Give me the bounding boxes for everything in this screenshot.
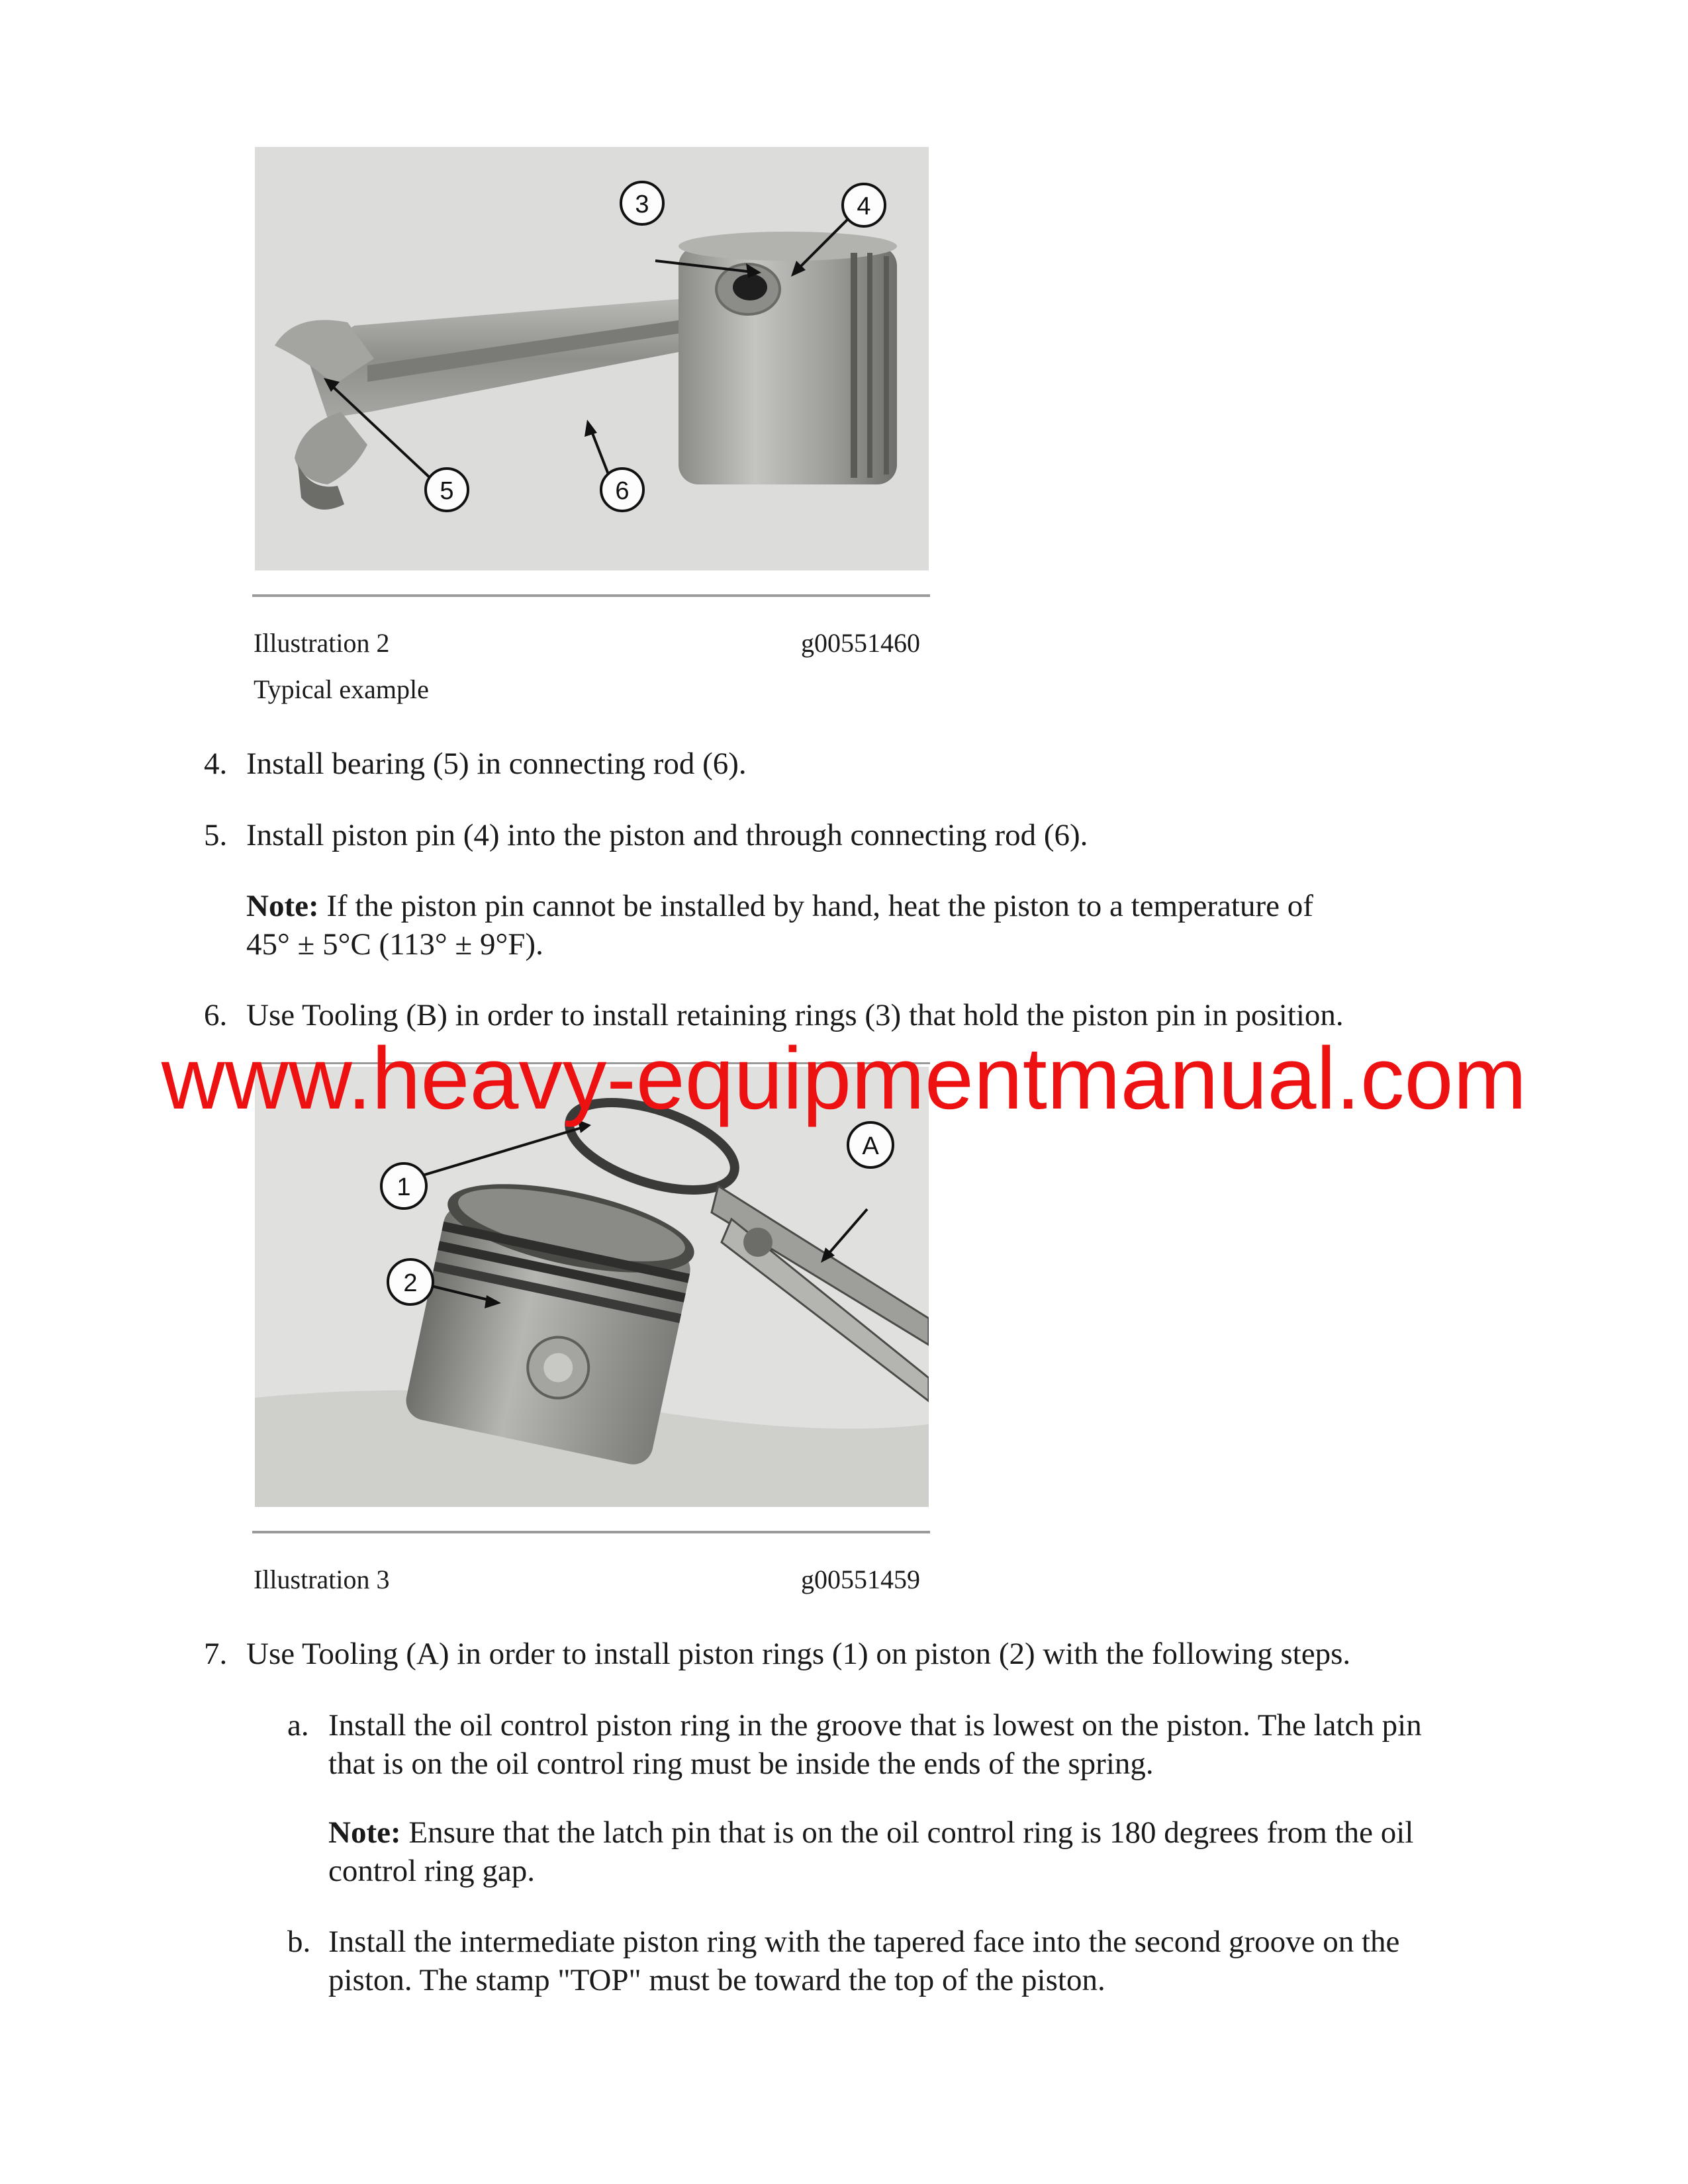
note-text-line-2: control ring gap. <box>328 1854 535 1888</box>
substep-a-letter: a. <box>287 1708 309 1743</box>
step-5-text: Install piston pin (4) into the piston and through connecting rod (6). <box>246 818 1088 852</box>
step-7-text: Use Tooling (A) in order to install piston rings (1) on piston (2) with the following steps. <box>246 1637 1351 1671</box>
step-4-number: 4. <box>204 747 228 781</box>
illustration-2-code: g00551460 <box>801 628 920 658</box>
piston-body <box>679 246 897 484</box>
note-latch-pin <box>328 1813 1553 1893</box>
note-text-line-1: Ensure that the latch pin that is on the oil control ring is 180 degrees from the oil <box>400 1815 1414 1850</box>
illustration-3-label: Illustration 3 <box>254 1565 390 1594</box>
step-4 <box>204 745 1495 784</box>
step-7 <box>204 1635 1528 1674</box>
note-label: Note: <box>246 889 319 923</box>
note-text-line-1: If the piston pin cannot be installed by hand, heat the piston to a temperature of <box>318 889 1313 923</box>
illustration-2-label: Illustration 2 <box>254 628 390 658</box>
illustration-2-rule <box>252 594 930 597</box>
callout-3: 3 <box>635 191 649 218</box>
illustration-2-photo <box>255 147 929 570</box>
illustration-3-photo <box>255 1067 929 1507</box>
note-label: Note: <box>328 1815 401 1850</box>
step-7-number: 7. <box>204 1637 228 1671</box>
callout-2: 2 <box>403 1269 418 1297</box>
illustration-3-rule <box>252 1531 930 1533</box>
callout-4: 4 <box>857 193 871 220</box>
substep-a-line-2: that is on the oil control ring must be inside the ends of the spring. <box>328 1747 1154 1781</box>
note-piston-pin <box>246 887 1504 966</box>
step-5 <box>204 816 1495 856</box>
substep-b-line-1: Install the intermediate piston ring with the tapered face into the second groove on the <box>328 1925 1400 1959</box>
step-5-number: 5. <box>204 818 228 852</box>
illustration-2-description: Typical example <box>254 674 429 704</box>
callout-1: 1 <box>397 1173 411 1201</box>
step-6-text: Use Tooling (B) in order to install retaining rings (3) that hold the piston pin in position. <box>246 998 1344 1032</box>
callout-a: A <box>862 1132 879 1160</box>
callout-5: 5 <box>440 477 454 505</box>
substep-b-line-2: piston. The stamp "TOP" must be toward the top of the piston. <box>328 1963 1105 1997</box>
step-6-number: 6. <box>204 998 228 1032</box>
substep-a <box>287 1706 1545 1786</box>
callout-6: 6 <box>615 477 630 505</box>
substep-b-letter: b. <box>287 1925 311 1959</box>
substep-a-line-1: Install the oil control piston ring in the groove that is lowest on the piston. The latch pin <box>328 1708 1422 1743</box>
substep-b <box>287 1923 1545 2002</box>
step-4-text: Install bearing (5) in connecting rod (6). <box>246 747 747 781</box>
note-text-line-2: 45° ± 5°C (113° ± 9°F). <box>246 927 543 962</box>
illustration-3-code: g00551459 <box>801 1565 920 1594</box>
watermark-url: www.heavy-equipmentmanual.com <box>161 1030 1527 1128</box>
